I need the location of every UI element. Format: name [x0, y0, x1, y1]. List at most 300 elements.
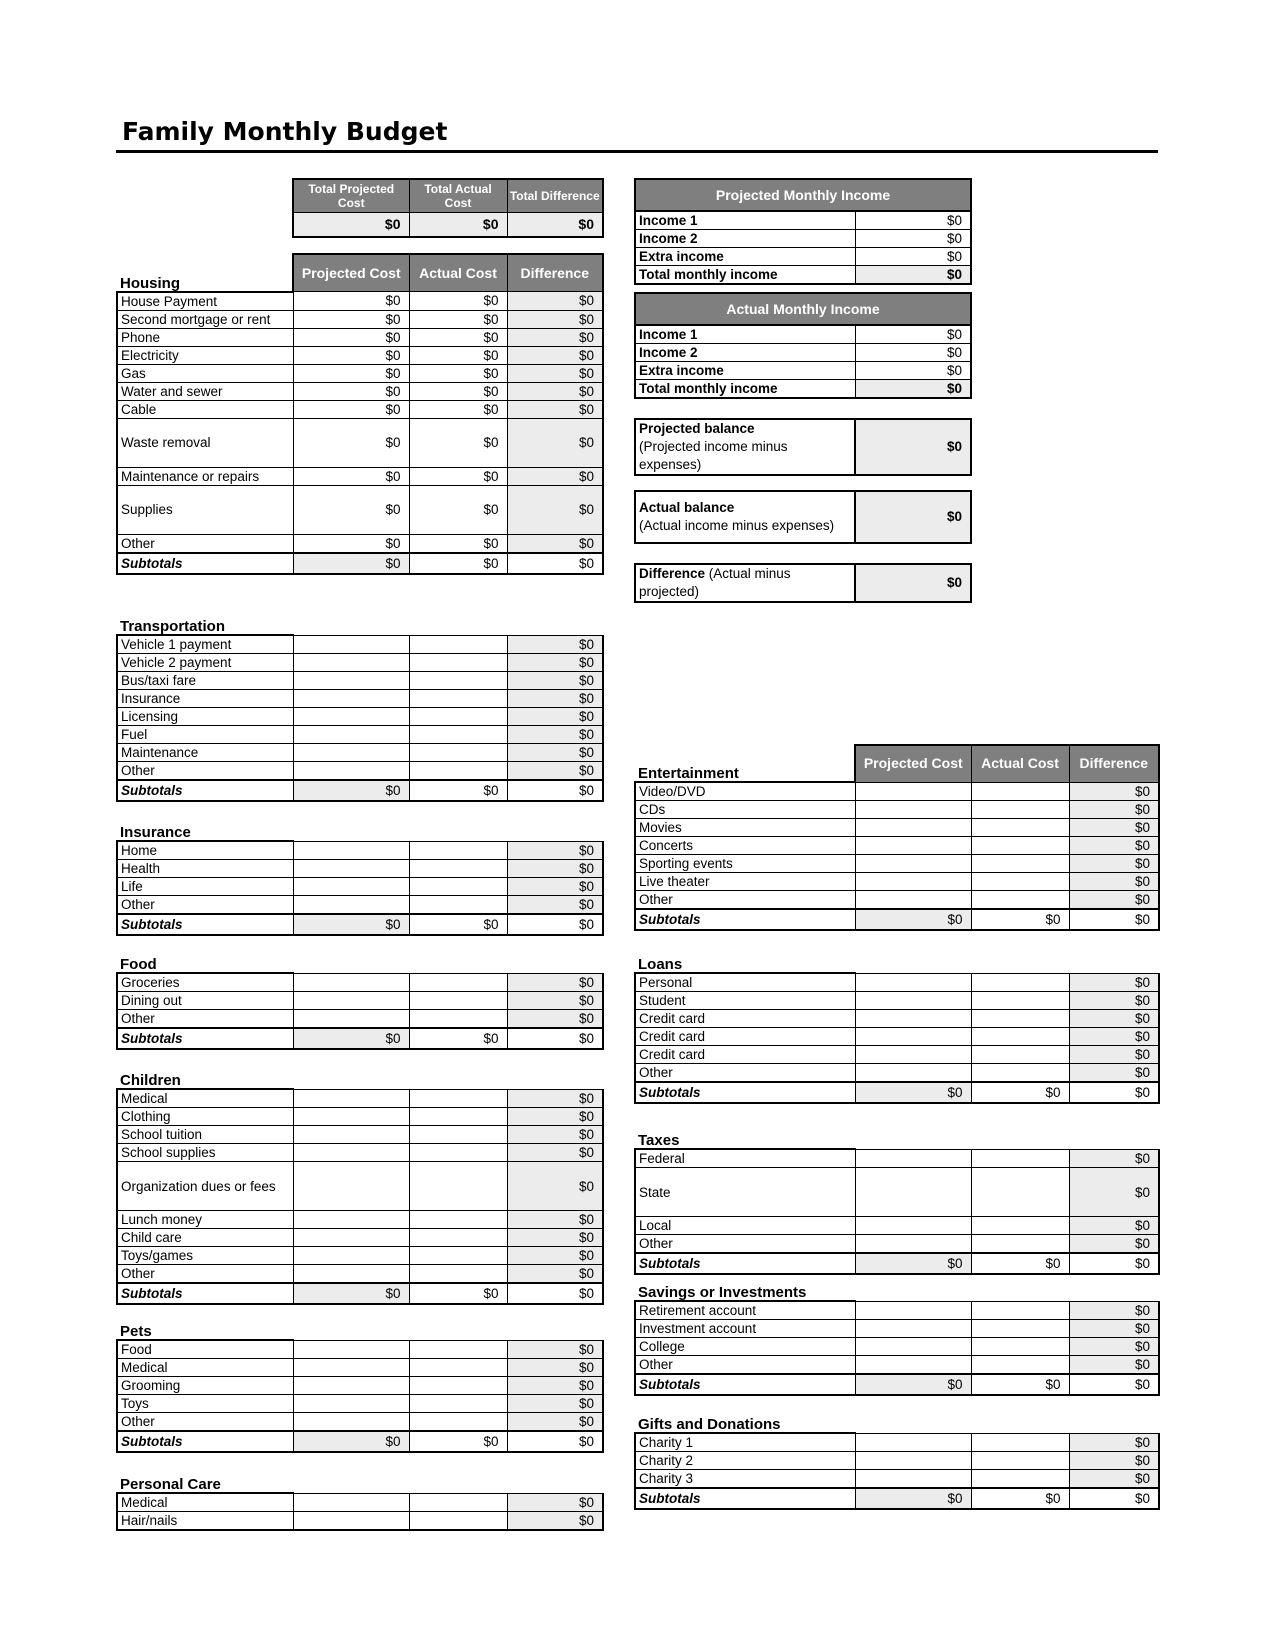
table-row	[635, 819, 1159, 837]
projected-cost-cell[interactable]	[293, 1265, 409, 1284]
projected-cost-cell[interactable]: $0	[293, 467, 409, 485]
row-label: Toys	[117, 1395, 293, 1413]
col-header-projected: Projected Cost	[293, 254, 409, 292]
section-header-row	[117, 1474, 603, 1493]
actual-cost-cell[interactable]	[409, 1359, 507, 1377]
actual-cost-cell[interactable]	[409, 654, 507, 672]
actual-cost-cell[interactable]	[971, 992, 1069, 1010]
projected-cost-cell[interactable]: $0	[293, 346, 409, 364]
section-title-personal-care: Personal Care	[117, 1474, 293, 1493]
subtotal-difference: $0	[507, 1028, 603, 1049]
difference-cell: $0	[1069, 819, 1159, 837]
actual-cost-cell[interactable]	[971, 1064, 1069, 1083]
projected-cost-cell[interactable]	[293, 1359, 409, 1377]
table-row	[635, 891, 1159, 910]
actual-cost-cell[interactable]	[971, 819, 1069, 837]
difference-cell: $0	[1069, 855, 1159, 873]
actual-cost-cell[interactable]	[409, 1162, 507, 1211]
projected-cost-cell[interactable]	[293, 1162, 409, 1211]
projected-cost-cell[interactable]	[293, 896, 409, 915]
actual-cost-cell[interactable]	[971, 837, 1069, 855]
subtotal-value: $0	[507, 553, 603, 574]
difference-cell: $0	[507, 708, 603, 726]
income-row	[635, 380, 971, 399]
difference-cell: $0	[1069, 1320, 1159, 1338]
difference-cell: $0	[507, 292, 603, 311]
projected-cost-cell[interactable]: $0	[293, 485, 409, 534]
table-row	[635, 1320, 1159, 1338]
actual-cost-cell[interactable]	[971, 1149, 1069, 1168]
row-label: Retirement account	[635, 1301, 855, 1320]
projected-cost-cell[interactable]	[855, 1301, 971, 1320]
difference-cell: $0	[507, 1229, 603, 1247]
projected-cost-cell[interactable]	[293, 1229, 409, 1247]
actual-cost-cell[interactable]	[971, 1356, 1069, 1375]
subtotal-label: Subtotals	[635, 1488, 855, 1509]
actual-cost-cell[interactable]	[409, 690, 507, 708]
projected-cost-cell[interactable]	[855, 1235, 971, 1254]
difference-cell: $0	[507, 1089, 603, 1108]
row-label: Child care	[117, 1229, 293, 1247]
actual-cost-cell[interactable]: $0	[409, 382, 507, 400]
actual-cost-cell[interactable]	[971, 1217, 1069, 1235]
difference-balance-value[interactable]: $0	[855, 564, 971, 602]
header-spacer	[293, 1070, 603, 1089]
income-label: Extra income	[635, 248, 855, 266]
projected-cost-cell[interactable]	[293, 1144, 409, 1162]
actual-cost-cell[interactable]	[409, 1265, 507, 1284]
difference-cell: $0	[1069, 1149, 1159, 1168]
row-label: College	[635, 1338, 855, 1356]
actual-cost-cell[interactable]: $0	[409, 485, 507, 534]
total-actual-header: Total Actual Cost	[409, 179, 507, 213]
table-row	[117, 878, 603, 896]
actual-cost-cell[interactable]: $0	[409, 346, 507, 364]
actual-cost-cell[interactable]	[971, 891, 1069, 910]
projected-cost-cell[interactable]	[293, 635, 409, 654]
row-label: Medical	[117, 1089, 293, 1108]
row-label: Investment account	[635, 1320, 855, 1338]
projected-cost-cell[interactable]: $0	[293, 364, 409, 382]
income-row	[635, 325, 971, 344]
table-row	[117, 654, 603, 672]
projected-cost-cell[interactable]: $0	[293, 534, 409, 553]
actual-cost-cell[interactable]: $0	[409, 418, 507, 467]
row-label: Other	[635, 1064, 855, 1083]
subtotal-actual: $0	[971, 1082, 1069, 1103]
projected-income-title: Projected Monthly Income	[635, 179, 971, 211]
subtotal-label: Subtotals	[117, 553, 293, 574]
col-header-projected: Projected Cost	[855, 745, 971, 782]
projected-cost-cell[interactable]	[293, 973, 409, 992]
difference-cell: $0	[507, 744, 603, 762]
table-row	[117, 364, 603, 382]
difference-cell: $0	[507, 1126, 603, 1144]
difference-cell: $0	[1069, 801, 1159, 819]
row-label: Student	[635, 992, 855, 1010]
subtotal-actual: $0	[409, 1431, 507, 1452]
row-label: Groceries	[117, 973, 293, 992]
actual-cost-cell[interactable]	[409, 1413, 507, 1432]
actual-cost-cell[interactable]	[409, 744, 507, 762]
section-header-row	[117, 1321, 603, 1340]
subtotal-projected: $0	[293, 780, 409, 801]
difference-cell: $0	[507, 1512, 603, 1531]
col-header-difference: Difference	[507, 254, 603, 292]
total-difference-header: Total Difference	[507, 179, 603, 213]
subtotal-row	[117, 1431, 603, 1452]
projected-cost-cell[interactable]	[855, 1168, 971, 1217]
projected-cost-cell[interactable]	[855, 837, 971, 855]
subtotal-row	[635, 1488, 1159, 1509]
projected-cost-cell[interactable]	[293, 1108, 409, 1126]
projected-cost-cell[interactable]	[855, 1010, 971, 1028]
table-row	[117, 992, 603, 1010]
difference-cell: $0	[1069, 1028, 1159, 1046]
header-spacer	[855, 1282, 1159, 1301]
total-actual-value[interactable]: $0	[409, 213, 507, 238]
row-label: Medical	[117, 1493, 293, 1512]
table-row	[635, 1356, 1159, 1375]
table-row	[635, 1046, 1159, 1064]
difference-cell: $0	[1069, 1064, 1159, 1083]
subtotal-actual: $0	[971, 909, 1069, 930]
projected-cost-cell[interactable]	[855, 1356, 971, 1375]
actual-cost-cell[interactable]	[971, 1301, 1069, 1320]
difference-cell: $0	[507, 1413, 603, 1432]
row-label: Cable	[117, 400, 293, 418]
actual-cost-cell[interactable]	[971, 1168, 1069, 1217]
actual-cost-cell[interactable]	[971, 1235, 1069, 1254]
table-row	[117, 973, 603, 992]
table-row	[117, 1247, 603, 1265]
section-table-transportation	[116, 616, 604, 802]
subtotal-projected: $0	[293, 1028, 409, 1049]
col-header-actual: Actual Cost	[409, 254, 507, 292]
subtotal-difference: $0	[1069, 1374, 1159, 1395]
table-row	[117, 1089, 603, 1108]
projected-cost-cell[interactable]	[293, 860, 409, 878]
difference-cell: $0	[507, 1211, 603, 1229]
table-row	[117, 1108, 603, 1126]
table-row	[117, 1144, 603, 1162]
projected-cost-cell[interactable]	[293, 1340, 409, 1359]
table-row	[117, 1211, 603, 1229]
table-row	[635, 1452, 1159, 1470]
difference-cell: $0	[507, 1247, 603, 1265]
difference-cell: $0	[1069, 1452, 1159, 1470]
actual-cost-cell[interactable]	[409, 1211, 507, 1229]
table-row	[117, 1512, 603, 1531]
actual-cost-cell[interactable]	[971, 1046, 1069, 1064]
actual-cost-cell[interactable]	[409, 841, 507, 860]
header-spacer	[293, 1474, 603, 1493]
subtotal-row	[117, 914, 603, 935]
projected-cost-cell[interactable]	[293, 1089, 409, 1108]
actual-cost-cell[interactable]	[409, 672, 507, 690]
difference-cell: $0	[1069, 992, 1159, 1010]
projected-cost-cell[interactable]	[293, 654, 409, 672]
difference-cell: $0	[507, 1340, 603, 1359]
projected-cost-cell[interactable]	[293, 1126, 409, 1144]
subtotal-row	[635, 1082, 1159, 1103]
actual-cost-cell[interactable]	[971, 1452, 1069, 1470]
actual-cost-cell[interactable]	[409, 726, 507, 744]
table-row	[635, 1235, 1159, 1254]
projected-cost-cell[interactable]: $0	[293, 310, 409, 328]
projected-cost-cell[interactable]	[855, 1046, 971, 1064]
difference-cell: $0	[507, 672, 603, 690]
actual-cost-cell[interactable]	[409, 1395, 507, 1413]
actual-cost-cell[interactable]	[971, 873, 1069, 891]
difference-cell: $0	[507, 467, 603, 485]
actual-cost-cell[interactable]	[409, 973, 507, 992]
projected-cost-cell[interactable]: $0	[293, 328, 409, 346]
actual-cost-cell[interactable]	[409, 992, 507, 1010]
table-row	[117, 690, 603, 708]
projected-cost-cell[interactable]	[293, 708, 409, 726]
row-label: Other	[635, 1356, 855, 1375]
actual-cost-cell[interactable]	[971, 1320, 1069, 1338]
row-label: Fuel	[117, 726, 293, 744]
difference-cell: $0	[1069, 1433, 1159, 1452]
projected-cost-cell[interactable]	[293, 1211, 409, 1229]
difference-cell: $0	[507, 1010, 603, 1029]
actual-cost-cell[interactable]	[971, 782, 1069, 801]
projected-cost-cell[interactable]	[855, 1149, 971, 1168]
actual-cost-cell[interactable]	[409, 860, 507, 878]
projected-cost-cell[interactable]	[293, 744, 409, 762]
section-header-row	[635, 1282, 1159, 1301]
actual-income-title: Actual Monthly Income	[635, 293, 971, 325]
difference-cell: $0	[507, 1108, 603, 1126]
subtotal-difference: $0	[507, 1431, 603, 1452]
projected-cost-cell[interactable]	[855, 992, 971, 1010]
projected-cost-cell[interactable]	[293, 1395, 409, 1413]
actual-cost-cell[interactable]	[409, 1089, 507, 1108]
actual-cost-cell[interactable]: $0	[409, 292, 507, 311]
actual-cost-cell[interactable]	[409, 1144, 507, 1162]
section-header-row	[117, 616, 603, 635]
actual-cost-cell[interactable]	[971, 1338, 1069, 1356]
row-label: Other	[635, 891, 855, 910]
subtotal-row	[635, 1253, 1159, 1274]
projected-cost-cell[interactable]	[293, 1377, 409, 1395]
projected-cost-cell[interactable]: $0	[293, 292, 409, 311]
projected-cost-cell[interactable]	[855, 801, 971, 819]
row-label: Credit card	[635, 1010, 855, 1028]
row-label: Other	[117, 1265, 293, 1284]
section-header-row	[635, 954, 1159, 973]
difference-cell: $0	[1069, 1470, 1159, 1489]
table-row	[117, 1229, 603, 1247]
row-label: Maintenance	[117, 744, 293, 762]
section-header-row	[635, 1130, 1159, 1149]
difference-cell: $0	[507, 1359, 603, 1377]
actual-cost-cell[interactable]: $0	[409, 467, 507, 485]
table-row	[117, 726, 603, 744]
row-label: Other	[117, 762, 293, 781]
projected-cost-cell[interactable]	[293, 1493, 409, 1512]
difference-cell: $0	[507, 328, 603, 346]
subtotal-actual: $0	[971, 1488, 1069, 1509]
section-header-row	[635, 745, 1159, 782]
row-label: Federal	[635, 1149, 855, 1168]
actual-cost-cell[interactable]	[409, 1108, 507, 1126]
projected-cost-cell[interactable]	[293, 1010, 409, 1029]
actual-cost-cell[interactable]	[409, 1229, 507, 1247]
row-label: Second mortgage or rent	[117, 310, 293, 328]
projected-cost-cell[interactable]	[855, 855, 971, 873]
projected-cost-cell[interactable]	[855, 1028, 971, 1046]
row-label: Home	[117, 841, 293, 860]
section-title-savings-or-investments: Savings or Investments	[635, 1282, 855, 1301]
actual-cost-cell[interactable]: $0	[409, 310, 507, 328]
income-value[interactable]: $0	[855, 325, 971, 344]
actual-cost-cell[interactable]	[409, 1010, 507, 1029]
header-spacer	[293, 616, 603, 635]
projected-cost-cell[interactable]: $0	[293, 418, 409, 467]
table-row	[635, 855, 1159, 873]
table-row	[117, 860, 603, 878]
projected-cost-cell[interactable]	[855, 1217, 971, 1235]
section-title-food: Food	[117, 954, 293, 973]
projected-cost-cell[interactable]	[855, 819, 971, 837]
table-row	[117, 635, 603, 654]
difference-cell: $0	[507, 973, 603, 992]
actual-cost-cell[interactable]	[971, 801, 1069, 819]
actual-cost-cell[interactable]	[409, 896, 507, 915]
subtotal-actual: $0	[971, 1374, 1069, 1395]
income-value[interactable]: $0	[855, 211, 971, 230]
projected-cost-cell[interactable]	[855, 1452, 971, 1470]
actual-cost-cell[interactable]	[409, 1377, 507, 1395]
section-table-savings	[634, 1282, 1160, 1396]
projected-cost-cell[interactable]	[293, 1413, 409, 1432]
subtotal-row	[635, 909, 1159, 930]
projected-balance-value[interactable]: $0	[855, 419, 971, 475]
income-label: Income 1	[635, 325, 855, 344]
projected-cost-cell[interactable]	[855, 782, 971, 801]
subtotal-row	[117, 780, 603, 801]
projected-cost-cell[interactable]	[855, 1470, 971, 1489]
table-row	[117, 1010, 603, 1029]
section-table-taxes	[634, 1130, 1160, 1275]
projected-cost-cell[interactable]	[293, 672, 409, 690]
row-label: Other	[635, 1235, 855, 1254]
actual-cost-cell[interactable]	[409, 762, 507, 781]
income-value[interactable]: $0	[855, 248, 971, 266]
row-label: Food	[117, 1340, 293, 1359]
section-title-children: Children	[117, 1070, 293, 1089]
total-projected-value[interactable]: $0	[293, 213, 409, 238]
projected-cost-cell[interactable]	[855, 1338, 971, 1356]
section-table-personal-care	[116, 1474, 604, 1531]
income-label: Income 2	[635, 230, 855, 248]
actual-cost-cell[interactable]	[409, 708, 507, 726]
projected-cost-cell[interactable]	[855, 1433, 971, 1452]
projected-cost-cell[interactable]	[293, 992, 409, 1010]
row-label: Health	[117, 860, 293, 878]
subtotal-difference: $0	[507, 780, 603, 801]
row-label: Personal	[635, 973, 855, 992]
subtotal-difference: $0	[1069, 1488, 1159, 1509]
projected-cost-cell[interactable]	[293, 690, 409, 708]
income-value[interactable]: $0	[855, 362, 971, 380]
projected-cost-cell[interactable]: $0	[293, 400, 409, 418]
row-label: Life	[117, 878, 293, 896]
table-row	[117, 1493, 603, 1512]
row-label: Grooming	[117, 1377, 293, 1395]
row-label: Water and sewer	[117, 382, 293, 400]
table-row	[635, 1064, 1159, 1083]
projected-cost-cell[interactable]	[293, 878, 409, 896]
actual-cost-cell[interactable]	[409, 1126, 507, 1144]
total-projected-header: Total Projected Cost	[293, 179, 409, 213]
actual-cost-cell[interactable]	[409, 1340, 507, 1359]
actual-cost-cell[interactable]	[971, 1028, 1069, 1046]
row-label: Vehicle 1 payment	[117, 635, 293, 654]
table-row	[117, 346, 603, 364]
actual-cost-cell[interactable]	[409, 1493, 507, 1512]
difference-cell: $0	[507, 418, 603, 467]
difference-cell: $0	[1069, 1168, 1159, 1217]
income-value[interactable]: $0	[855, 344, 971, 362]
projected-cost-cell[interactable]	[293, 1512, 409, 1531]
projected-cost-cell[interactable]	[293, 1247, 409, 1265]
income-row	[635, 230, 971, 248]
actual-cost-cell[interactable]	[409, 635, 507, 654]
income-value: $0	[855, 266, 971, 285]
income-value: $0	[855, 380, 971, 399]
income-value[interactable]: $0	[855, 230, 971, 248]
projected-cost-cell[interactable]	[293, 762, 409, 781]
table-row	[117, 418, 603, 467]
table-row	[117, 467, 603, 485]
col-header-actual: Actual Cost	[971, 745, 1069, 782]
actual-cost-cell[interactable]: $0	[409, 400, 507, 418]
actual-cost-cell[interactable]	[409, 1247, 507, 1265]
actual-cost-cell[interactable]	[971, 855, 1069, 873]
actual-cost-cell[interactable]: $0	[409, 364, 507, 382]
actual-cost-cell[interactable]: $0	[409, 328, 507, 346]
projected-cost-cell[interactable]	[855, 1064, 971, 1083]
projected-cost-cell[interactable]	[855, 973, 971, 992]
projected-cost-cell[interactable]	[293, 726, 409, 744]
total-difference-value[interactable]: $0	[507, 213, 603, 238]
actual-cost-cell[interactable]	[971, 1470, 1069, 1489]
subtotal-value: $0	[293, 553, 409, 574]
difference-cell: $0	[507, 1395, 603, 1413]
actual-cost-cell[interactable]	[971, 973, 1069, 992]
projected-cost-cell[interactable]	[855, 873, 971, 891]
actual-cost-cell[interactable]	[971, 1433, 1069, 1452]
row-label: Phone	[117, 328, 293, 346]
actual-cost-cell[interactable]	[409, 1512, 507, 1531]
actual-cost-cell[interactable]: $0	[409, 534, 507, 553]
table-row	[635, 782, 1159, 801]
subtotal-projected: $0	[855, 909, 971, 930]
projected-cost-cell[interactable]	[855, 891, 971, 910]
difference-cell: $0	[507, 654, 603, 672]
actual-cost-cell[interactable]	[971, 1010, 1069, 1028]
projected-cost-cell[interactable]: $0	[293, 382, 409, 400]
projected-cost-cell[interactable]	[293, 841, 409, 860]
projected-cost-cell[interactable]	[855, 1320, 971, 1338]
actual-balance-value[interactable]: $0	[855, 491, 971, 543]
difference-cell: $0	[1069, 1338, 1159, 1356]
actual-cost-cell[interactable]	[409, 878, 507, 896]
